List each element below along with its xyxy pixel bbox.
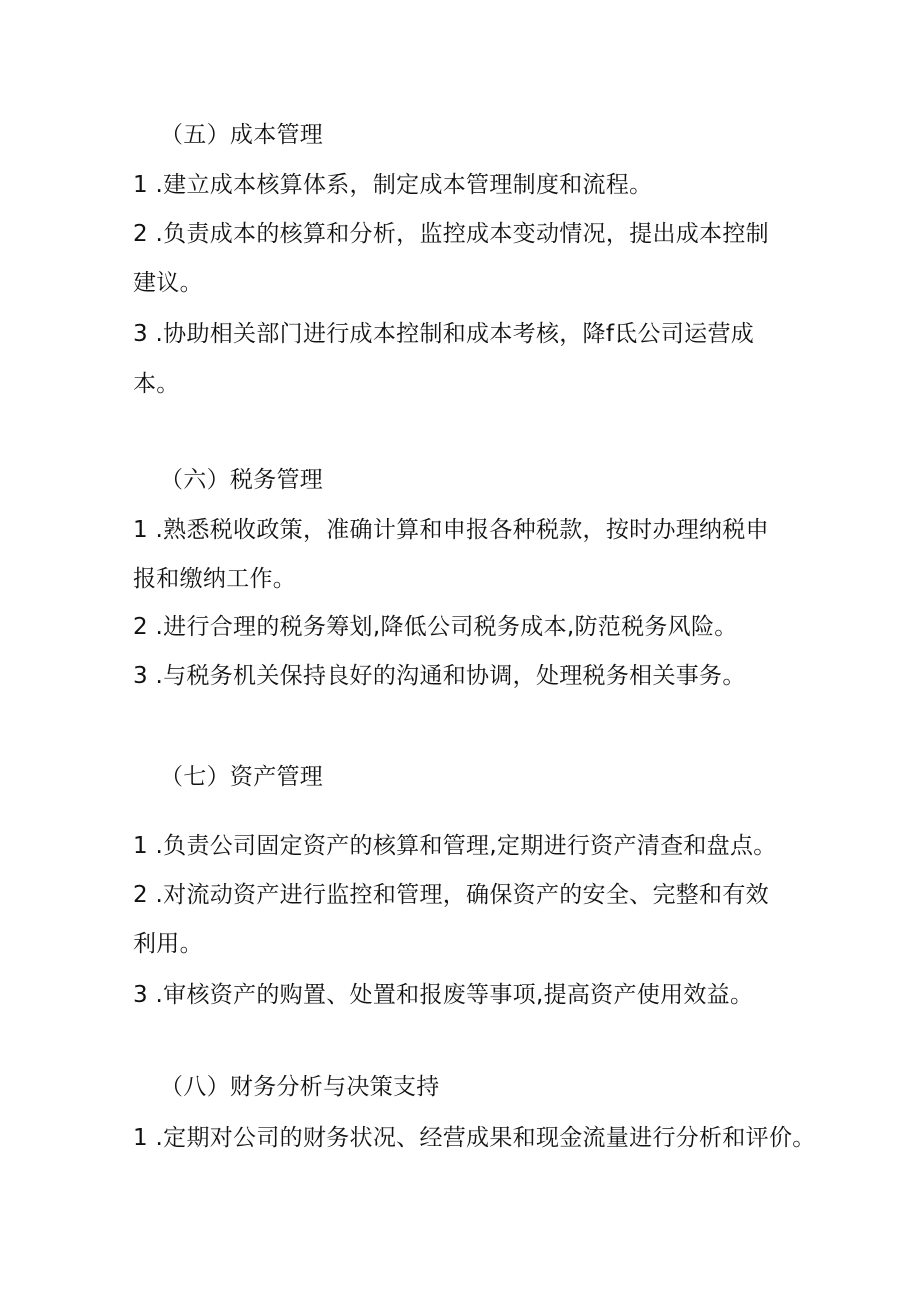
section-heading-tax-management: （六）税务管理 bbox=[160, 467, 324, 493]
section-heading-asset-management: （七）资产管理 bbox=[160, 764, 324, 790]
paragraph-line: 1 .定期对公司的财务状况、经营成果和现金流量进行分析和评价。 bbox=[133, 1125, 816, 1151]
section-heading-financial-analysis: （八）财务分析与决策支持 bbox=[160, 1074, 440, 1100]
paragraph-line: 建议。 bbox=[133, 270, 203, 296]
paragraph-line: 利用。 bbox=[133, 931, 203, 957]
paragraph-line: 3 .与税务机关保持良好的沟通和协调，处理税务相关事务。 bbox=[133, 663, 746, 689]
paragraph-line: 3 .协助相关部门进行成本控制和成本考核，降f氐公司运营成 bbox=[133, 321, 755, 347]
section-heading-cost-management: （五）成本管理 bbox=[160, 122, 324, 148]
paragraph-line: 2 .对流动资产进行监控和管理，确保资产的安全、完整和有效 bbox=[133, 882, 769, 908]
paragraph-line: 1 .熟悉税收政策，准确计算和申报各种税款，按时办理纳税申 bbox=[133, 517, 769, 543]
paragraph-line: 本。 bbox=[133, 371, 180, 397]
paragraph-line: 2 .进行合理的税务筹划,降低公司税务成本,防范税务风险。 bbox=[133, 614, 738, 640]
paragraph-line: 1 .负责公司固定资产的核算和管理,定期进行资产清查和盘点。 bbox=[133, 833, 777, 859]
paragraph-line: 1 .建立成本核算体系，制定成本管理制度和流程。 bbox=[133, 172, 653, 198]
paragraph-line: 报和缴纳工作。 bbox=[133, 566, 297, 592]
paragraph-line: 3 .审核资产的购置、处置和报废等事项,提高资产使用效益。 bbox=[133, 982, 754, 1008]
paragraph-line: 2 .负责成本的核算和分析，监控成本变动情况，提出成本控制 bbox=[133, 221, 769, 247]
